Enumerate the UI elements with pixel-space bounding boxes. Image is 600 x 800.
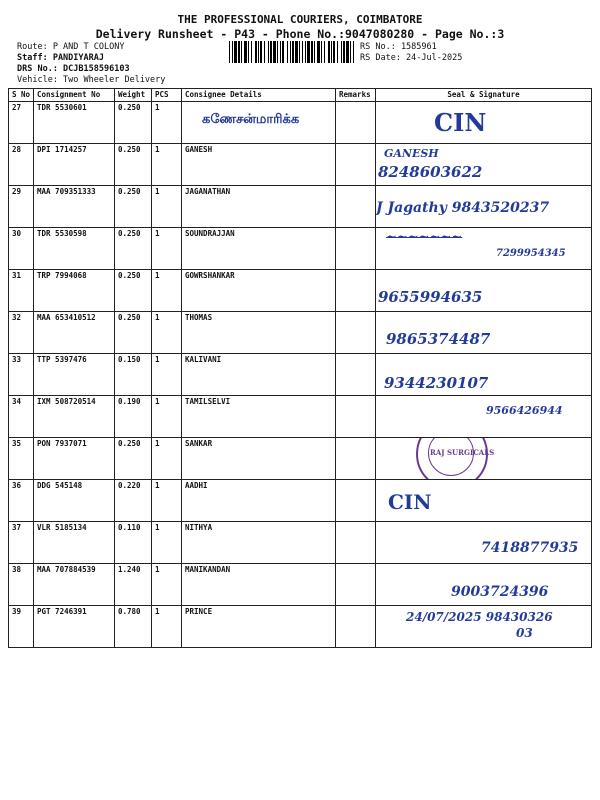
col-remarks: Remarks xyxy=(336,89,376,102)
barcode-bar xyxy=(251,41,252,63)
signature-cell xyxy=(376,606,592,648)
phone-number: 9655994635 xyxy=(378,288,483,306)
barcode-bar xyxy=(238,41,240,63)
consignment-cell: MAA 653410512 xyxy=(34,312,115,354)
barcode-bar xyxy=(346,41,349,63)
pcs-cell: 1 xyxy=(152,396,182,438)
weight-cell: 0.190 xyxy=(115,396,152,438)
weight-cell: 0.250 xyxy=(115,186,152,228)
pcs-cell: 1 xyxy=(152,186,182,228)
phone-number: 9003724396 xyxy=(451,584,549,600)
remarks-cell xyxy=(336,228,376,270)
consignee-cell: THOMAS xyxy=(182,312,336,354)
weight-cell: 0.780 xyxy=(115,606,152,648)
barcode-bar xyxy=(341,41,342,63)
barcode-bar xyxy=(234,41,237,63)
remarks-cell xyxy=(336,102,376,144)
weight-cell: 0.220 xyxy=(115,480,152,522)
weight-cell: 1.240 xyxy=(115,564,152,606)
sno-cell: 27 xyxy=(9,102,34,144)
consignment-cell: PGT 7246391 xyxy=(34,606,115,648)
remarks-cell xyxy=(336,186,376,228)
barcode-bar xyxy=(299,41,300,63)
barcode-bar xyxy=(241,41,242,63)
barcode-bar xyxy=(353,41,354,63)
pcs-cell: 1 xyxy=(152,606,182,648)
barcode-bar xyxy=(328,41,330,63)
signature-cell xyxy=(376,354,592,396)
staff-label: Staff: PANDIYARAJ xyxy=(17,53,104,63)
remarks-cell xyxy=(336,354,376,396)
barcode-bar xyxy=(277,41,278,63)
consignment-cell: PON 7937071 xyxy=(34,438,115,480)
weight-cell: 0.110 xyxy=(115,522,152,564)
company-stamp xyxy=(416,438,488,480)
consignee-cell: MANIKANDAN xyxy=(182,564,336,606)
consignee-cell xyxy=(182,102,336,144)
pcs-cell: 1 xyxy=(152,564,182,606)
table-row xyxy=(9,396,592,438)
barcode-bar xyxy=(305,41,306,63)
runsheet-table xyxy=(8,88,592,648)
sno-cell: 28 xyxy=(9,144,34,186)
rs-number: RS No.: 1585961 xyxy=(360,42,437,52)
barcode-bar xyxy=(258,41,259,63)
barcode-bar xyxy=(292,41,294,63)
barcode-bar xyxy=(290,41,291,63)
col-sno: S No xyxy=(9,89,34,102)
barcode-bar xyxy=(317,41,320,63)
col-consignment: Consignment No xyxy=(34,89,115,102)
table-row xyxy=(9,606,592,648)
signature-cell xyxy=(376,312,592,354)
remarks-cell xyxy=(336,396,376,438)
barcode-bar xyxy=(232,41,233,63)
remarks-cell xyxy=(336,270,376,312)
signature-cell xyxy=(376,438,592,480)
pcs-cell: 1 xyxy=(152,102,182,144)
pcs-cell: 1 xyxy=(152,438,182,480)
col-consignee: Consignee Details xyxy=(182,89,336,102)
col-pcs: PCS xyxy=(152,89,182,102)
remarks-cell xyxy=(336,606,376,648)
phone-number: 7418877935 xyxy=(481,540,579,556)
route-label: Route: P AND T COLONY xyxy=(17,42,125,52)
consignment-cell: TRP 7994068 xyxy=(34,270,115,312)
table-row xyxy=(9,270,592,312)
barcode-bar xyxy=(331,41,332,63)
barcode-bar xyxy=(255,41,257,63)
rs-date: RS Date: 24-Jul-2025 xyxy=(360,53,463,63)
pcs-cell: 1 xyxy=(152,144,182,186)
barcode-bar xyxy=(324,41,325,63)
handwritten-name: கணேசன்மாரிக்க xyxy=(202,112,300,127)
pcs-cell: 1 xyxy=(152,522,182,564)
phone-number: 9566426944 xyxy=(486,404,563,417)
sno-cell: 34 xyxy=(9,396,34,438)
runsheet-subtitle: Delivery Runsheet - P43 - Phone No.:9047080280 - Page No.:3 xyxy=(95,27,505,41)
consignment-cell: TDR 5530598 xyxy=(34,228,115,270)
remarks-cell xyxy=(336,480,376,522)
pcs-cell: 1 xyxy=(152,354,182,396)
sno-cell: 37 xyxy=(9,522,34,564)
consignee-cell: SANKAR xyxy=(182,438,336,480)
barcode-bar xyxy=(337,41,338,63)
sno-cell: 32 xyxy=(9,312,34,354)
barcode-bar xyxy=(270,41,272,63)
consignee-cell: KALIVANI xyxy=(182,354,336,396)
phone-number: 7299954345 xyxy=(496,248,566,259)
barcode xyxy=(229,41,355,63)
barcode-bar xyxy=(287,41,288,63)
weight-cell: 0.250 xyxy=(115,312,152,354)
sno-cell: 33 xyxy=(9,354,34,396)
vehicle-label: Vehicle: Two Wheeler Delivery xyxy=(17,75,166,85)
pcs-cell: 1 xyxy=(152,312,182,354)
weight-cell: 0.250 xyxy=(115,438,152,480)
consignment-cell: DPI 1714257 xyxy=(34,144,115,186)
consignment-cell: DDG 545148 xyxy=(34,480,115,522)
pcs-cell: 1 xyxy=(152,270,182,312)
barcode-bar xyxy=(268,41,269,63)
signature-cell xyxy=(376,186,592,228)
barcode-bar xyxy=(302,41,303,63)
table-row xyxy=(9,522,592,564)
table-row xyxy=(9,564,592,606)
remarks-cell xyxy=(336,312,376,354)
signature-cell xyxy=(376,564,592,606)
consignment-cell: IXM 508720514 xyxy=(34,396,115,438)
sno-cell: 38 xyxy=(9,564,34,606)
remarks-cell xyxy=(336,144,376,186)
remarks-cell xyxy=(336,564,376,606)
consignee-cell: AADHI xyxy=(182,480,336,522)
scribble: ~~~~~~~ xyxy=(386,230,463,245)
table-row xyxy=(9,480,592,522)
stamp-text: RAJ SURGICALS xyxy=(430,448,495,457)
col-weight: Weight xyxy=(115,89,152,102)
drs-number: DRS No.: DCJB158596103 xyxy=(17,64,130,74)
signature: GANESH xyxy=(384,147,439,160)
phone-number: 8248603622 xyxy=(378,163,483,181)
weight-cell: 0.250 xyxy=(115,144,152,186)
weight-cell: 0.250 xyxy=(115,228,152,270)
table-row xyxy=(9,186,592,228)
signature-cell xyxy=(376,228,592,270)
barcode-bar xyxy=(260,41,262,63)
table-row xyxy=(9,438,592,480)
consignee-cell: PRINCE xyxy=(182,606,336,648)
table-row xyxy=(9,354,592,396)
signature-cell xyxy=(376,144,592,186)
barcode-bar xyxy=(244,41,247,63)
consignment-cell: TDR 5530601 xyxy=(34,102,115,144)
consignment-cell: TTP 5397476 xyxy=(34,354,115,396)
barcode-bar xyxy=(321,41,322,63)
table-row xyxy=(9,144,592,186)
consignee-cell: NITHYA xyxy=(182,522,336,564)
barcode-bar xyxy=(264,41,265,63)
date-and-phone: 24/07/2025 98430326 xyxy=(406,610,553,624)
barcode-bar xyxy=(307,41,310,63)
sno-cell: 35 xyxy=(9,438,34,480)
barcode-bar xyxy=(311,41,313,63)
table-header-row xyxy=(9,89,592,102)
consignment-cell: MAA 709351333 xyxy=(34,186,115,228)
weight-cell: 0.150 xyxy=(115,354,152,396)
pcs-cell: 1 xyxy=(152,480,182,522)
barcode-bar xyxy=(314,41,315,63)
table-row xyxy=(9,312,592,354)
consignment-cell: MAA 707884539 xyxy=(34,564,115,606)
signature: CIN xyxy=(434,108,487,137)
barcode-bar xyxy=(280,41,281,63)
phone-number: 9344230107 xyxy=(384,374,489,392)
consignee-cell: SOUNDRAJJAN xyxy=(182,228,336,270)
remarks-cell xyxy=(336,438,376,480)
barcode-bar xyxy=(333,41,335,63)
runsheet-title: THE PROFESSIONAL COURIERS, COIMBATORE xyxy=(177,13,423,26)
sno-cell: 36 xyxy=(9,480,34,522)
sno-cell: 31 xyxy=(9,270,34,312)
sno-cell: 39 xyxy=(9,606,34,648)
barcode-bar xyxy=(282,41,284,63)
signature-cell xyxy=(376,270,592,312)
signature-cell xyxy=(376,480,592,522)
consignee-cell: GANESH xyxy=(182,144,336,186)
barcode-bar xyxy=(295,41,298,63)
table-row xyxy=(9,228,592,270)
consignee-cell: TAMILSELVI xyxy=(182,396,336,438)
weight-cell: 0.250 xyxy=(115,102,152,144)
barcode-bar xyxy=(350,41,351,63)
signature: CIN xyxy=(388,490,432,514)
barcode-bar xyxy=(229,41,230,63)
barcode-bar xyxy=(273,41,276,63)
consignee-cell: GOWRSHANKAR xyxy=(182,270,336,312)
consignee-cell: JAGANATHAN xyxy=(182,186,336,228)
phone-number: 9865374487 xyxy=(386,330,491,348)
barcode-bar xyxy=(248,41,249,63)
barcode-bar xyxy=(343,41,345,63)
signature-cell xyxy=(376,102,592,144)
signature: J Jagathy 9843520237 xyxy=(376,200,550,216)
signature-cell xyxy=(376,396,592,438)
consignment-cell: VLR 5185134 xyxy=(34,522,115,564)
pcs-cell: 1 xyxy=(152,228,182,270)
signature-cell xyxy=(376,522,592,564)
sno-cell: 30 xyxy=(9,228,34,270)
remarks-cell xyxy=(336,522,376,564)
weight-cell: 0.250 xyxy=(115,270,152,312)
sno-cell: 29 xyxy=(9,186,34,228)
phone-suffix: 03 xyxy=(516,626,533,640)
table-row xyxy=(9,102,592,144)
col-signature: Seal & Signature xyxy=(376,89,592,102)
